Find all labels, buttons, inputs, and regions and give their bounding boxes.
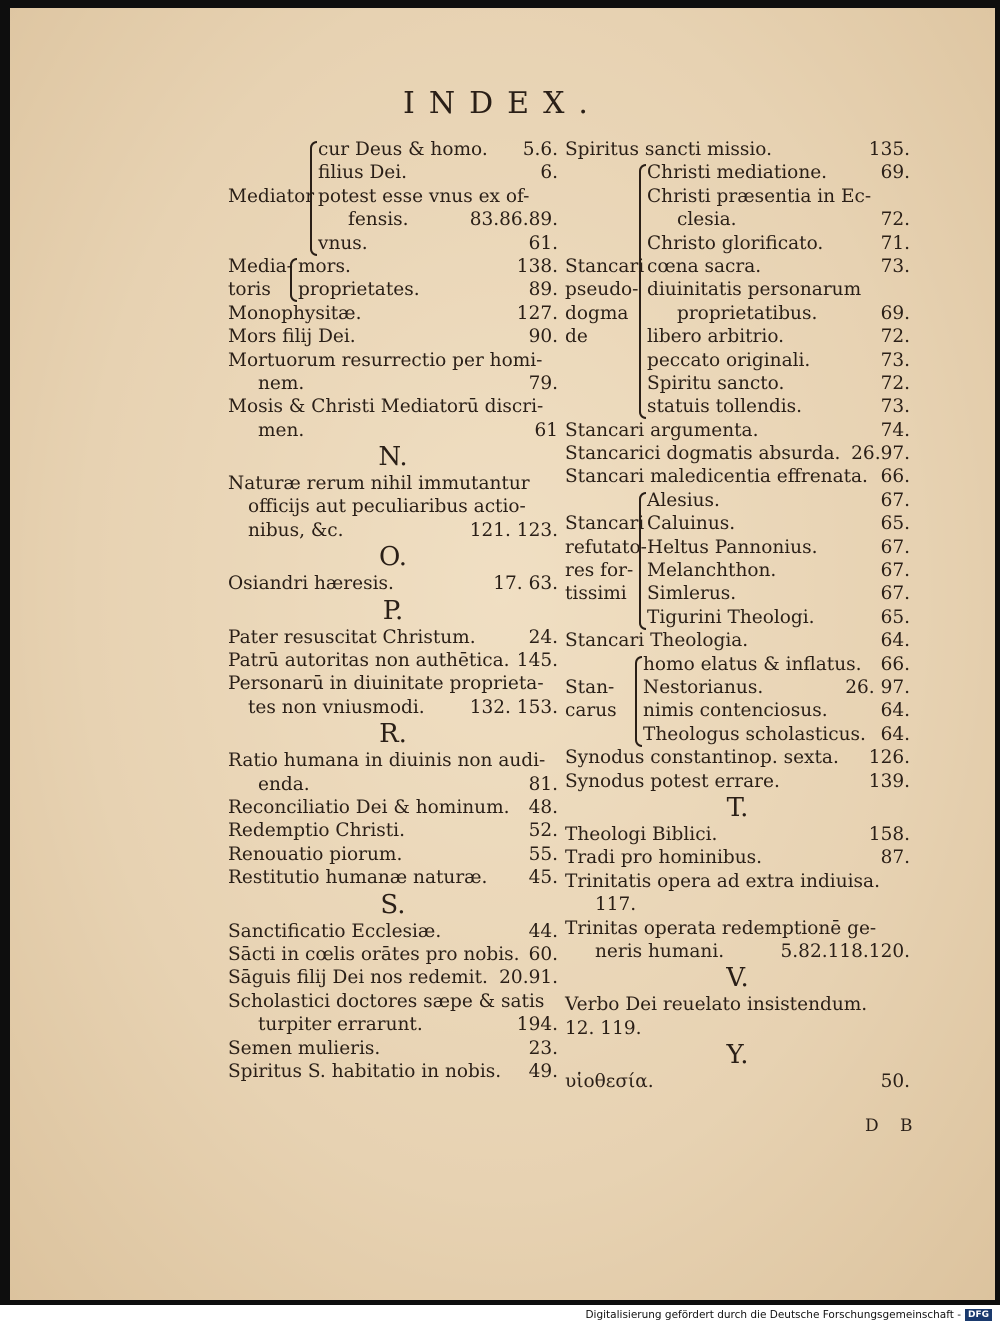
entry-pages: 24. <box>528 626 558 648</box>
entry-pages: 23. <box>528 1037 558 1059</box>
index-entry <box>565 442 910 465</box>
entry-term: Semen mulieris. <box>228 1037 381 1059</box>
entry-pages: 64. <box>880 630 910 652</box>
entry-pages: 73. <box>880 255 910 277</box>
entry-term: Verbo Dei reuelato insistendum. <box>565 994 868 1016</box>
index-entry <box>228 866 558 889</box>
index-entry <box>228 519 558 542</box>
index-entry <box>565 325 910 348</box>
index-entry <box>228 325 558 348</box>
entry-term: Restitutio humanæ naturæ. <box>228 867 488 889</box>
index-entry <box>565 846 910 869</box>
index-entry <box>228 990 558 1013</box>
index-entry <box>565 559 910 582</box>
index-entry <box>228 232 558 255</box>
index-entry <box>228 1013 558 1036</box>
entry-pages: 61 <box>534 419 558 441</box>
entry-term: Scholastici doctores sæpe & satis <box>228 990 545 1012</box>
index-entry <box>565 699 910 722</box>
entry-pages: 66. <box>880 653 910 675</box>
entry-pages: 67. <box>880 583 910 605</box>
entry-term: Renouatio piorum. <box>228 843 403 865</box>
entry-term: Theologi Biblici. <box>565 823 718 845</box>
index-entry <box>565 893 910 916</box>
entry-term: officijs aut peculiaribus actio- <box>248 496 526 518</box>
entry-group-label: Media- <box>228 255 293 277</box>
entry-term: Alesius. <box>647 489 720 511</box>
book-page <box>10 8 995 1300</box>
entry-term: Naturæ rerum nihil immutantur <box>228 473 530 495</box>
index-entry <box>228 372 558 395</box>
entry-term: Melanchthon. <box>647 560 777 582</box>
entry-term: Spiritus S. habitatio in nobis. <box>228 1060 502 1082</box>
entry-term: Ratio humana in diuinis non audi- <box>228 750 546 772</box>
entry-term: Sācti in cœlis orātes pro nobis. <box>228 943 520 965</box>
catchword: D B <box>865 1116 921 1136</box>
left-column <box>228 138 558 1083</box>
entry-pages: 55. <box>528 843 558 865</box>
index-entry <box>565 161 910 184</box>
index-entry <box>565 512 910 535</box>
entry-pages: 139. <box>868 770 910 792</box>
entry-pages: 74. <box>880 419 910 441</box>
entry-pages: 194. <box>516 1014 558 1036</box>
index-entry <box>228 672 558 695</box>
entry-pages: 64. <box>880 700 910 722</box>
entry-pages: 65. <box>880 606 910 628</box>
index-entry <box>565 993 910 1016</box>
entry-pages: 6. <box>540 162 558 184</box>
entry-term: enda. <box>258 773 310 795</box>
section-letter: O. <box>378 542 408 573</box>
entry-group-label: pseudo- <box>565 279 639 301</box>
section-letter: P. <box>382 595 404 626</box>
entry-pages: 121. 123. <box>469 519 558 541</box>
footer-text: Digitalisierung gefördert durch die Deutsche Forschungsgemeinschaft - <box>585 1309 961 1321</box>
entry-group-label: toris <box>228 279 271 301</box>
index-entry <box>228 649 558 672</box>
entry-term: fensis. <box>348 209 409 231</box>
index-entry <box>228 966 558 989</box>
entry-pages: 26. 97. <box>845 676 910 698</box>
entry-term: proprietatibus. <box>677 302 818 324</box>
section-letter: R. <box>379 719 407 750</box>
entry-term: Mortuorum resurrectio per homi- <box>228 349 543 371</box>
entry-term: Stancari Theologia. <box>565 630 749 652</box>
grouping-brace <box>635 656 642 747</box>
entry-term: nem. <box>258 372 305 394</box>
index-entry <box>228 161 558 184</box>
entry-pages: 132. 153. <box>469 696 558 718</box>
entry-term: vnus. <box>318 232 368 254</box>
grouping-brace <box>290 258 297 302</box>
entry-pages: 90. <box>528 326 558 348</box>
entry-term: Mosis & Christi Mediatorū discri- <box>228 396 544 418</box>
entry-term: tes non vniusmodi. <box>248 696 425 718</box>
index-entry <box>228 419 558 442</box>
entry-pages: 69. <box>880 302 910 324</box>
entry-term: Simlerus. <box>647 583 737 605</box>
index-entry <box>565 536 910 559</box>
entry-term: Heltus Pannonius. <box>647 536 818 558</box>
entry-term: nimis contenciosus. <box>643 700 828 722</box>
entry-term: Christi præsentia in Ec- <box>647 185 872 207</box>
entry-pages: 71. <box>880 232 910 254</box>
entry-pages: 65. <box>880 513 910 535</box>
index-entry <box>228 696 558 719</box>
entry-term: Redemptio Christi. <box>228 820 405 842</box>
grouping-brace <box>639 492 646 630</box>
entry-term: nibus, &c. <box>248 519 344 541</box>
entry-pages: 67. <box>880 489 910 511</box>
entry-term: Stancari maledicentia effrenata. <box>565 466 868 488</box>
entry-term: filius Dei. <box>318 162 408 184</box>
entry-term: Trinitatis opera ad extra indiuisa. <box>565 870 880 892</box>
entry-term: cœna sacra. <box>647 255 762 277</box>
entry-pages: 72. <box>880 209 910 231</box>
index-entry <box>228 843 558 866</box>
entry-group-label: refutato- <box>565 536 647 558</box>
entry-term: Pater resuscitat Christum. <box>228 626 476 648</box>
entry-term: potest esse vnus ex of- <box>318 185 530 207</box>
index-entry <box>565 208 910 231</box>
entry-term: Personarū in diuinitate proprieta- <box>228 673 544 695</box>
grouping-brace <box>310 141 317 256</box>
entry-term: Tradi pro hominibus. <box>565 847 763 869</box>
section-letter: N. <box>378 442 408 473</box>
section-letter: V. <box>726 963 749 994</box>
digitization-footer <box>585 1309 992 1321</box>
entry-pages: 89. <box>528 279 558 301</box>
index-entry <box>565 606 910 629</box>
index-entry <box>228 302 558 325</box>
entry-pages: 72. <box>880 372 910 394</box>
entry-term: statuis tollendis. <box>647 396 803 418</box>
page-header: INDEX. <box>403 86 602 121</box>
entry-pages: 66. <box>880 466 910 488</box>
index-entry <box>228 395 558 418</box>
index-entry <box>228 495 558 518</box>
entry-pages: 126. <box>868 747 910 769</box>
entry-term: 117. <box>595 894 637 916</box>
entry-pages: 69. <box>880 162 910 184</box>
entry-pages: 72. <box>880 326 910 348</box>
entry-term: men. <box>258 419 305 441</box>
index-entry <box>228 278 558 301</box>
entry-term: clesia. <box>677 209 737 231</box>
entry-group-label: Stancari <box>565 255 645 277</box>
entry-pages: 135. <box>868 139 910 160</box>
grouping-brace <box>639 164 646 419</box>
index-entry <box>565 419 910 442</box>
index-entry <box>565 1017 910 1040</box>
entry-term: Trinitas operata redemptionē ge- <box>565 917 877 939</box>
entry-term: Spiritu sancto. <box>647 372 785 394</box>
entry-pages: 60. <box>528 943 558 965</box>
index-entry <box>565 723 910 746</box>
index-entry <box>228 1037 558 1060</box>
entry-term: Stancari argumenta. <box>565 419 759 441</box>
entry-term: Osiandri hæresis. <box>228 573 394 595</box>
index-entry <box>565 465 910 488</box>
index-entry <box>228 208 558 231</box>
index-entry <box>228 349 558 372</box>
entry-pages: 49. <box>528 1060 558 1082</box>
index-entry <box>565 1070 910 1093</box>
section-letter: S. <box>380 889 406 920</box>
entry-term: turpiter errarunt. <box>258 1014 423 1036</box>
index-entry <box>228 138 558 161</box>
index-entry <box>228 185 558 208</box>
index-entry <box>565 302 910 325</box>
entry-term: Synodus constantinop. sexta. <box>565 747 839 769</box>
index-entry <box>565 653 910 676</box>
entry-pages: 20.91. <box>499 967 558 989</box>
index-entry <box>228 773 558 796</box>
entry-pages: 52. <box>528 820 558 842</box>
entry-group-label: tissimi <box>565 583 627 605</box>
index-entry <box>228 255 558 278</box>
entry-term: υἱοθεσία. <box>565 1071 654 1093</box>
entry-term: Patrū autoritas non authētica. <box>228 650 510 672</box>
entry-pages: 87. <box>880 847 910 869</box>
entry-term: Mors filij Dei. <box>228 326 356 348</box>
index-entry <box>228 796 558 819</box>
entry-term: diuinitatis personarum <box>647 279 862 301</box>
entry-pages: 5.82.118.120. <box>780 940 910 962</box>
entry-term: Stancarici dogmatis absurda. <box>565 443 841 465</box>
entry-pages: 64. <box>880 723 910 745</box>
entry-term: Caluinus. <box>647 513 736 535</box>
entry-term: Christi mediatione. <box>647 162 828 184</box>
index-entry <box>565 917 910 940</box>
entry-pages: 50. <box>880 1071 910 1093</box>
index-entry <box>565 349 910 372</box>
entry-term: mors. <box>298 255 351 277</box>
entry-term: Theologus scholasticus. <box>643 723 866 745</box>
index-entry <box>565 676 910 699</box>
index-entry <box>228 626 558 649</box>
section-letter: T. <box>726 792 749 823</box>
entry-group-label: Stancari <box>565 513 645 535</box>
entry-pages: 45. <box>528 867 558 889</box>
entry-group-label: Stan- <box>565 676 615 698</box>
entry-term: Nestorianus. <box>643 676 764 698</box>
entry-term: Sāguis filij Dei nos redemit. <box>228 967 488 989</box>
entry-term: peccato originali. <box>647 349 811 371</box>
index-entry <box>228 472 558 495</box>
entry-term: Monophysitæ. <box>228 302 362 324</box>
entry-pages: 5.6. <box>522 139 558 160</box>
entry-term: Reconciliatio Dei & hominum. <box>228 796 510 818</box>
index-entry <box>565 255 910 278</box>
entry-pages: 17. 63. <box>493 573 558 595</box>
entry-term: Synodus potest errare. <box>565 770 780 792</box>
index-entry <box>228 1060 558 1083</box>
right-column <box>565 138 910 1093</box>
entry-term: proprietates. <box>298 279 420 301</box>
entry-pages: 48. <box>528 796 558 818</box>
index-entry <box>565 746 910 769</box>
entry-pages: 127. <box>516 302 558 324</box>
entry-term: Spiritus sancti missio. <box>565 139 773 160</box>
entry-pages: 61. <box>528 232 558 254</box>
index-entry <box>565 395 910 418</box>
index-entry <box>565 770 910 793</box>
entry-pages: 81. <box>528 773 558 795</box>
index-entry <box>228 920 558 943</box>
entry-group-label: carus <box>565 700 617 722</box>
entry-term: homo elatus & inflatus. <box>643 653 862 675</box>
section-letter: Y. <box>726 1040 749 1071</box>
entry-group-label: res for- <box>565 560 634 582</box>
entry-group-label: de <box>565 326 588 348</box>
index-entry <box>228 749 558 772</box>
entry-term: neris humani. <box>595 940 725 962</box>
index-entry <box>565 372 910 395</box>
index-entry <box>565 489 910 512</box>
entry-pages: 67. <box>880 536 910 558</box>
index-entry <box>228 572 558 595</box>
index-entry <box>565 823 910 846</box>
entry-pages: 44. <box>528 920 558 942</box>
entry-term: Tigurini Theologi. <box>647 606 815 628</box>
entry-term: 12. 119. <box>565 1017 642 1039</box>
index-entry <box>565 870 910 893</box>
index-entry <box>565 232 910 255</box>
entry-term: cur Deus & homo. <box>318 139 488 160</box>
index-entry <box>565 138 910 161</box>
entry-pages: 73. <box>880 396 910 418</box>
index-entry <box>565 940 910 963</box>
index-entry <box>228 819 558 842</box>
entry-pages: 26.97. <box>851 443 910 465</box>
entry-pages: 83.86.89. <box>469 209 558 231</box>
index-entry <box>565 278 910 301</box>
entry-pages: 158. <box>868 823 910 845</box>
entry-pages: 67. <box>880 560 910 582</box>
entry-pages: 145. <box>516 650 558 672</box>
entry-pages: 73. <box>880 349 910 371</box>
entry-group-label: dogma <box>565 302 629 324</box>
index-entry <box>228 943 558 966</box>
entry-term: Sanctificatio Ecclesiæ. <box>228 920 442 942</box>
entry-term: Christo glorificato. <box>647 232 824 254</box>
entry-pages: 79. <box>528 372 558 394</box>
entry-group-label: Mediator <box>228 185 315 207</box>
entry-term: libero arbitrio. <box>647 326 785 348</box>
index-entry <box>565 629 910 652</box>
dfg-logo: DFG <box>965 1309 992 1321</box>
entry-pages: 138. <box>516 255 558 277</box>
index-entry <box>565 582 910 605</box>
index-entry <box>565 185 910 208</box>
